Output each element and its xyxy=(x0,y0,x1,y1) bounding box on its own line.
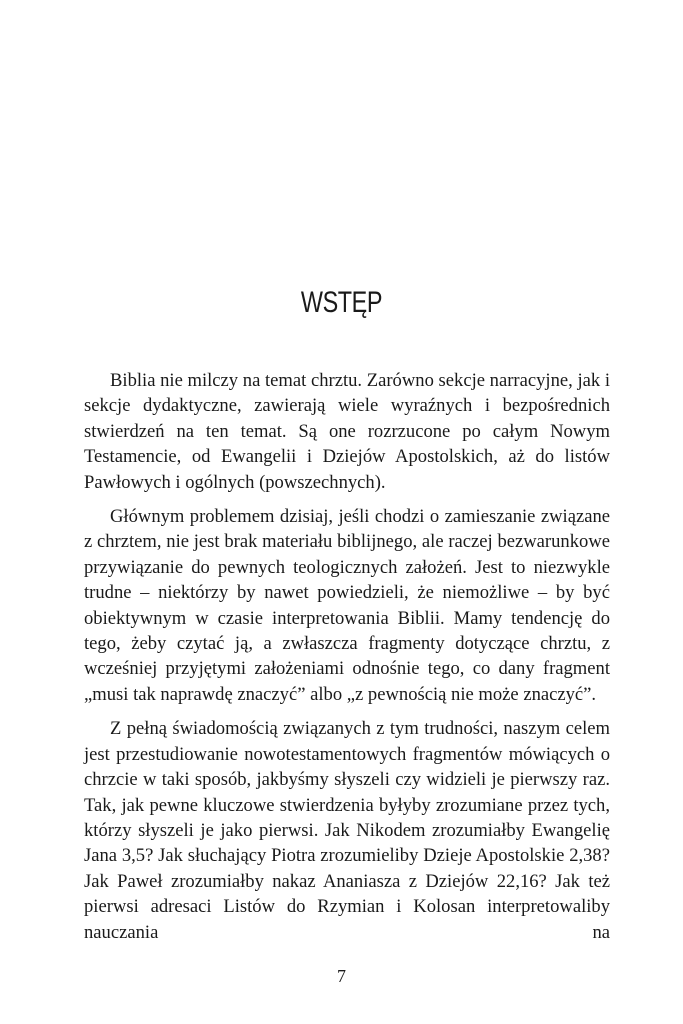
paragraph-2: Głównym problemem dzisiaj, jeśli chodzi o zamieszanie związane z chrztem, nie jest brak materiału biblijnego, ale raczej bezwarunkowe przywiązanie do pewnych teologicznych założeń. Jest to niezwykle trudne – niektórzy by nawet powiedzieli, że niemożliwe – by być obiektywnym w czasie interpretowania Biblii. Mamy tendencję do tego, żeby czytać ją, a zwłaszcza fragmenty dotyczące chrztu, z wcześniej przyjętymi założeniami odnośnie tego, co dany fragment „musi tak naprawdę znaczyć” albo „z pewnością nie może znaczyć”. xyxy=(84,506,610,705)
chapter-title: WSTĘP xyxy=(300,286,383,319)
body-text xyxy=(84,368,610,954)
paragraph-3: Z pełną świadomością związanych z tym trudności, naszym celem jest przestudiowanie nowotestamentowych fragmentów mówiących o chrzcie w taki sposób, jakbyśmy słyszeli czy widzieli je pierwszy raz. Tak, jak pewne kluczowe stwierdzenia byłyby zrozumiane przez tych, którzy słyszeli je jako pierwsi. Jak Nikodem zrozumiałby Ewangelię Jana 3,5? Jak słuchający Piotra zrozumieliby Dzieje Apostolskie 2,38? Jak Paweł zrozumiałby nakaz Ananiasza z Dziejów 22,16? Jak też pierwsi adresaci Listów do Rzymian i Kolosan interpretowaliby nauczania na xyxy=(84,718,610,943)
paragraph-1: Biblia nie milczy na temat chrztu. Zarówno sekcje narracyjne, jak i sekcje dydaktyczne, zawierają wiele wyraźnych i bezpośrednich stwierdzeń na ten temat. Są one rozrzucone po całym Nowym Testamencie, od Ewangelii i Dziejów Apostolskich, aż do listów Pawłowych i ogólnych (powszechnych). xyxy=(84,370,610,493)
page-number: 7 xyxy=(337,966,346,986)
